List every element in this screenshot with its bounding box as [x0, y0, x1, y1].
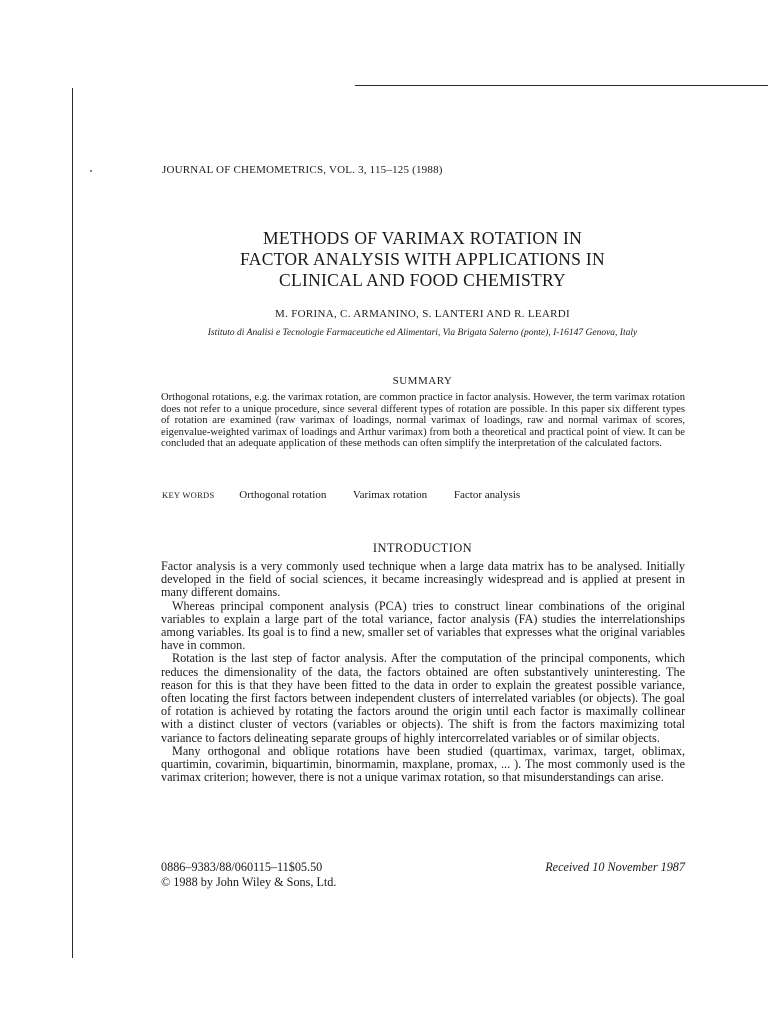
author-list: M. FORINA, C. ARMANINO, S. LANTERI AND R. LEARDI: [275, 308, 570, 320]
keyword: Orthogonal rotation: [239, 489, 327, 501]
top-rule: [355, 85, 768, 86]
copyright-notice: © 1988 by John Wiley & Sons, Ltd.: [161, 875, 337, 889]
keyword: Factor analysis: [453, 489, 521, 501]
title-line: CLINICAL AND FOOD CHEMISTRY: [279, 270, 566, 290]
article-title: [160, 228, 685, 291]
paragraph: Many orthogonal and oblique rotations have been studied (quartimax, varimax, target, oblimax, quartimin, covarimin, biquartimin, binormamin, maxplane, promax, ... ). The most commonly used is the varimax criterion; however, there is not a unique varimax rotation, so that misunderstandings can arise.: [161, 743, 685, 785]
summary-text: Orthogonal rotations, e.g. the varimax rotation, are common practice in factor analysis. However, the term varimax rotation does not refer to a unique procedure, since several different types of rotation are possible. In this paper six different types of rotation are examined (raw varimax of loadings, normal varimax of loadings, raw and normal varimax of scores, eigenvalue-weighted varimax of loadings and Arthur varimax) from both a theoretical and practical point of view. It can be concluded that an adequate application of these methods can often simplify the interpretation of the calculated factors.: [161, 392, 685, 450]
issn-code: 0886–9383/88/060115–11$05.50: [161, 860, 323, 874]
introduction-heading: INTRODUCTION: [372, 541, 473, 555]
received-date: Received 10 November 1987: [545, 860, 685, 874]
affiliation: Istituto di Analisi e Tecnologie Farmaceutiche ed Alimentari, Via Brigata Salerno (ponte), I-16147 Genova, Italy: [207, 328, 638, 338]
keywords-label: KEY WORDS: [162, 490, 215, 500]
title-line: METHODS OF VARIMAX ROTATION IN: [262, 228, 583, 248]
paragraph: Rotation is the last step of factor analysis. After the computation of the principal components, which reduces the dimensionality of the data, the factors obtained are often substantively uninteresting. The reason for this is that they have been fitted to the data in order to explain the greatest possible variance, often locating the first factors between independent clusters of interrelated variables (or objects). The goal of rotation is achieved by rotating the factors around the origin until each factor is maximally collinear with a distinct cluster of vectors (variables or objects). The shift is from the factors maximizing total variance to factors delineating separate groups of highly intercorrelated variables or of similar objects.: [161, 651, 685, 745]
keyword: Varimax rotation: [352, 489, 428, 501]
summary-heading: SUMMARY: [392, 375, 453, 387]
keywords-line: [162, 489, 544, 501]
title-line: FACTOR ANALYSIS WITH APPLICATIONS IN: [240, 249, 605, 269]
left-margin-rule: [72, 88, 73, 958]
paragraph: Whereas principal component analysis (PCA) tries to construct linear combinations of the original variables to explain a large part of the total variance, factor analysis (FA) studies the interrelationships among variables. Its goal is to find a new, smaller set of variables that expresses what the original variables have in common.: [161, 598, 685, 653]
paragraph: Factor analysis is a very commonly used technique when a large data matrix has to be analysed. Initially developed in the field of social sciences, it became increasingly widespread and is applied at present in many different domains.: [161, 559, 685, 600]
introduction-body: [161, 560, 685, 784]
journal-citation: JOURNAL OF CHEMOMETRICS, VOL. 3, 115–125 (1988): [162, 164, 443, 176]
publication-info: [161, 860, 336, 890]
scan-speck: [90, 170, 92, 172]
